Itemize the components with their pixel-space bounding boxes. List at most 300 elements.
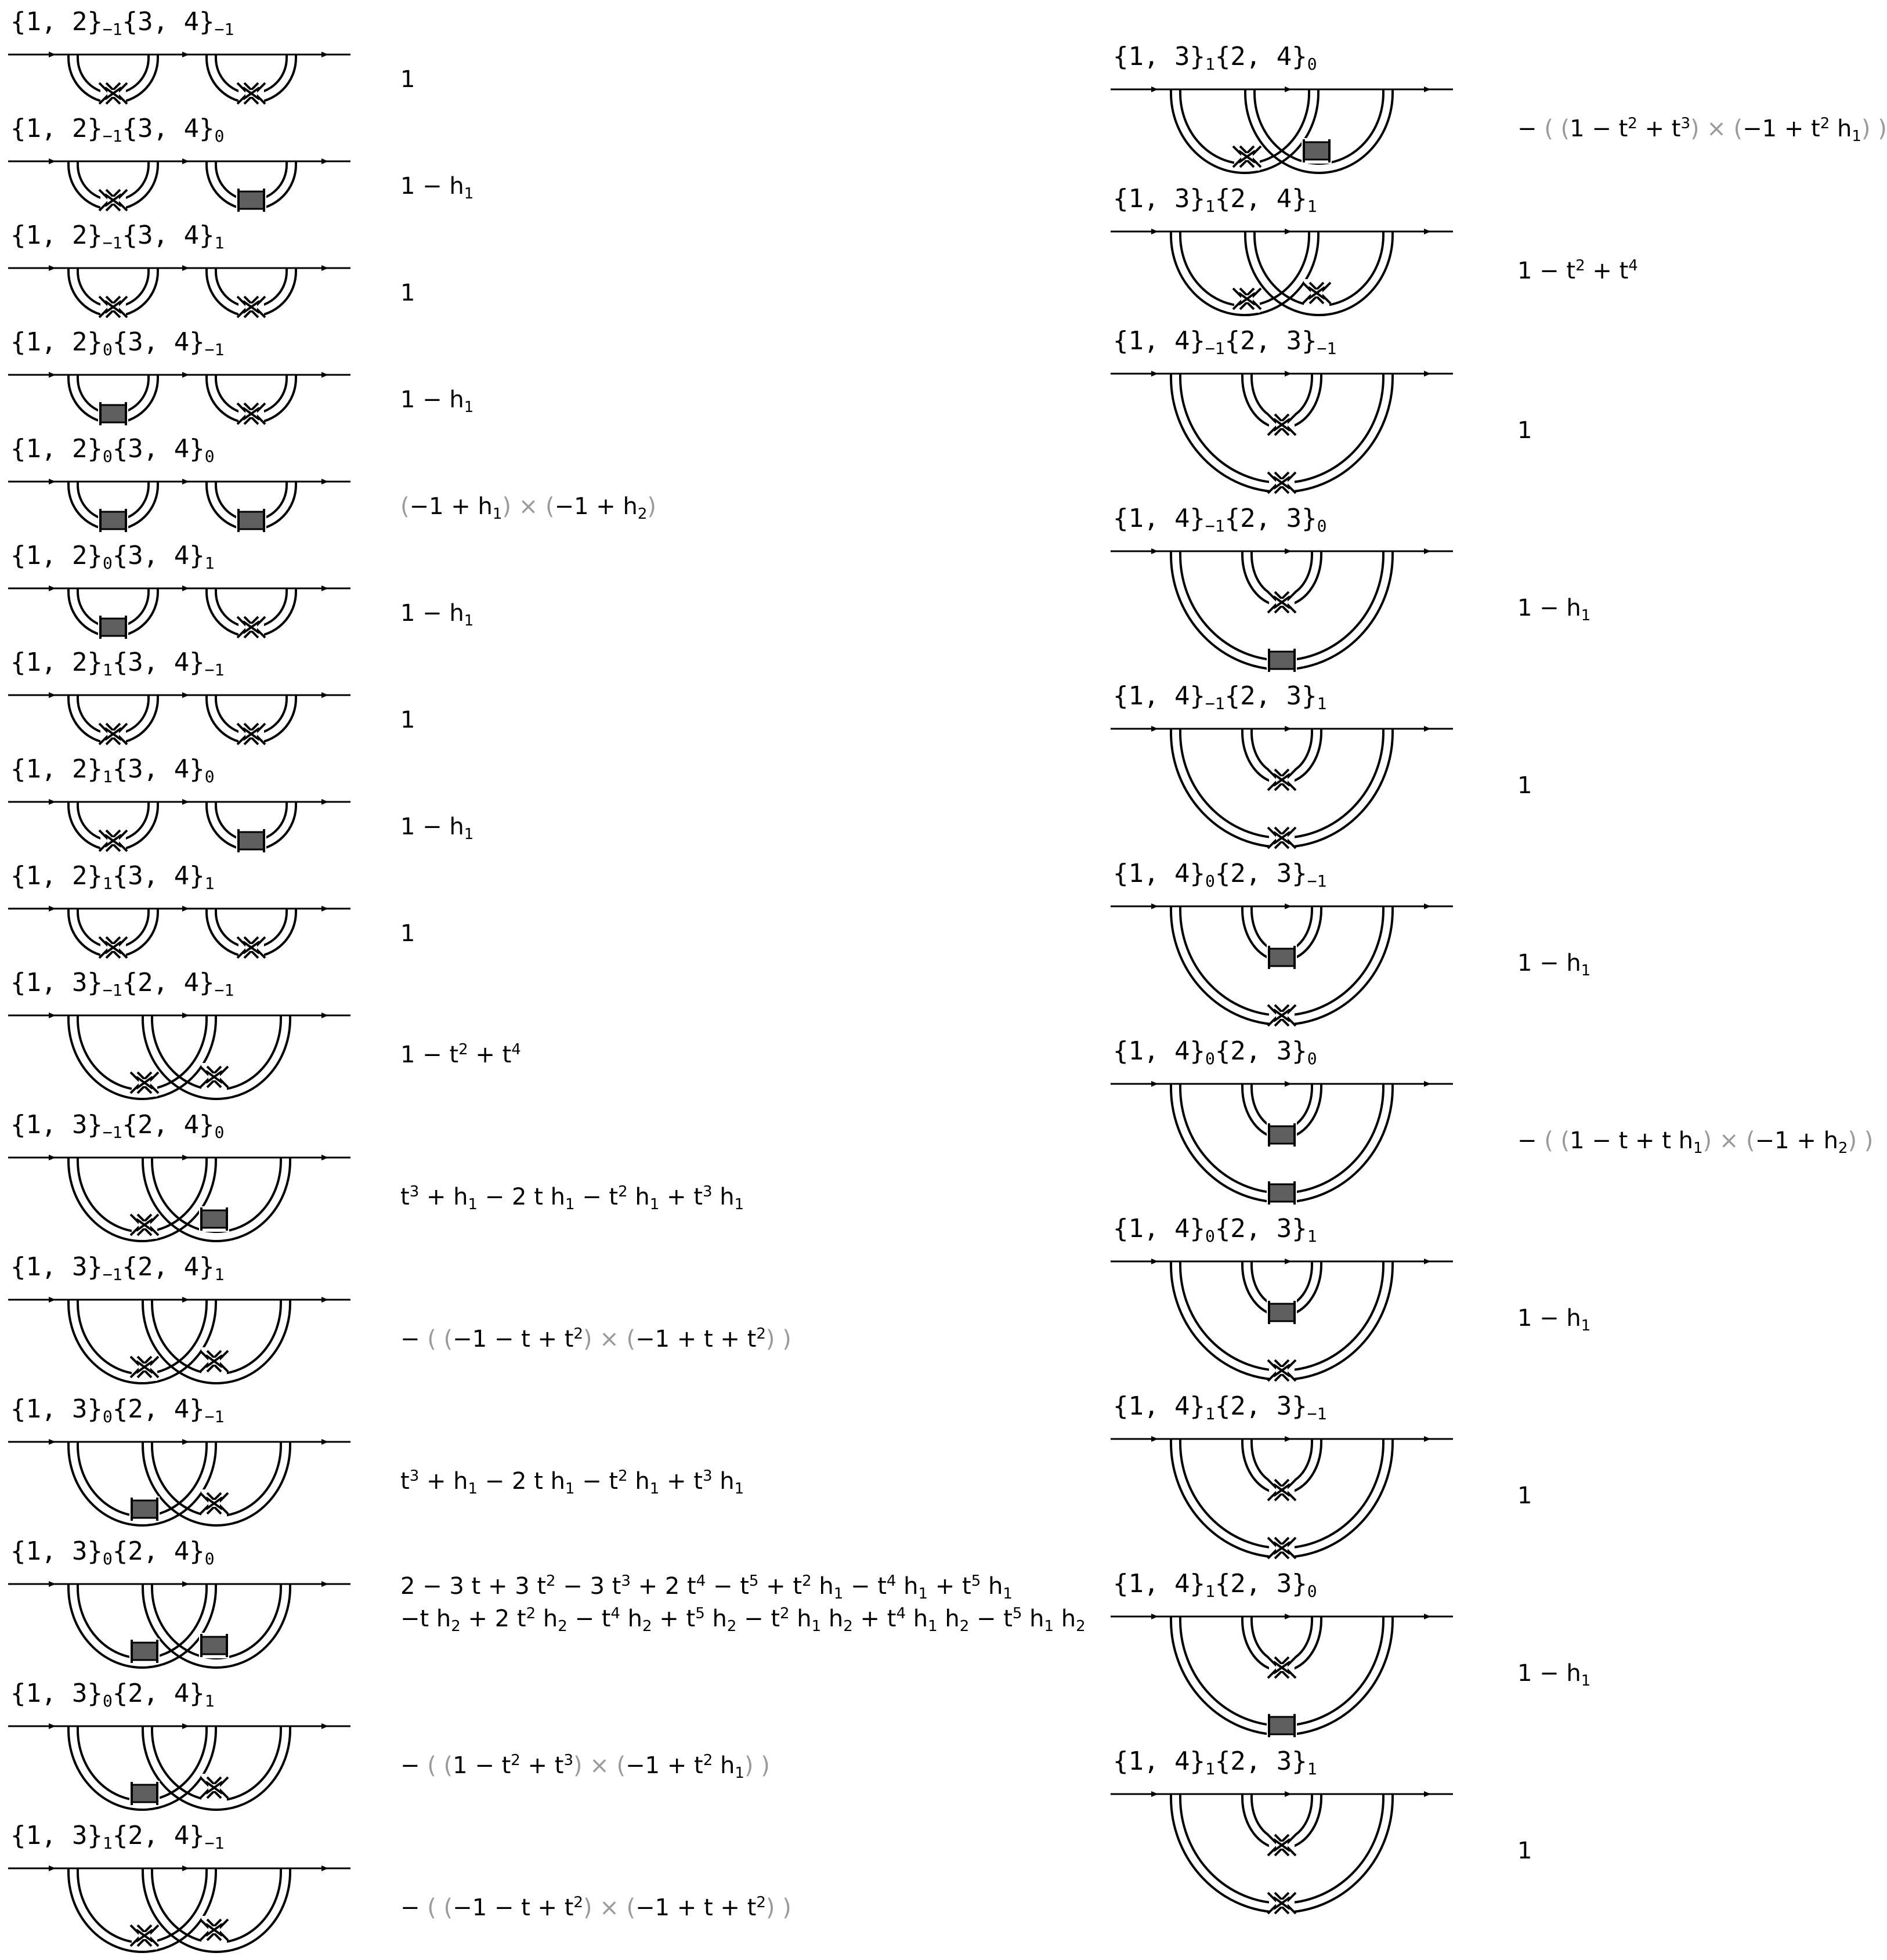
pair-index: 1 (1307, 1759, 1317, 1778)
arrow-icon (182, 1012, 189, 1018)
tangle-diagram (8, 1003, 356, 1107)
pair-text: {2, 4} (112, 1394, 205, 1424)
pair-text: {1, 3} (10, 1394, 103, 1424)
pair-index: 1 (1317, 694, 1327, 713)
pair-index: 0 (1205, 1049, 1215, 1068)
arrow-icon (49, 1297, 56, 1303)
arrow-icon (49, 1012, 56, 1018)
pair-index: −1 (1205, 516, 1225, 536)
polynomial-expression: 1 (1517, 1482, 1532, 1509)
tangle-diagram (8, 1145, 356, 1249)
entry-label (1113, 41, 1317, 81)
pair-text: {1, 4} (1113, 1391, 1205, 1421)
arrow-icon (49, 1581, 56, 1587)
pair-text: {3, 4} (122, 114, 215, 143)
polynomial-expression: 2 − 3 t + 3 $t^2 - 3$ $t^3 + 2$ $t^4 - t^5 + t^2$ $h_1 - t^4$ $h_1 + t^5$ $h_1$ −t $h_2 + 2$ $t^2$ $h_2 - t^4$ $h_2 + t^5$ $h_2 - t^2$ $h_1$ $h_2 + t^4$ $h_1$ $h_2 - t^5$ $h_1$ $h_2$ (400, 1572, 1086, 1635)
arrow-icon (182, 1581, 189, 1587)
polynomial-expression: 1 (1517, 417, 1532, 444)
pair-text: {1, 2} (10, 7, 103, 37)
crossing-marker (131, 1922, 158, 1950)
arrow-icon (182, 479, 189, 484)
arrow-icon (49, 372, 56, 378)
arrow-icon (1151, 1614, 1158, 1619)
arrow-icon (1285, 371, 1292, 377)
arrow-icon (1285, 229, 1292, 234)
pair-index: −1 (102, 20, 122, 39)
pair-index: −1 (1317, 339, 1337, 358)
pair-index: 0 (1307, 55, 1317, 74)
tangle-diagram (1111, 716, 1459, 855)
tangle-diagram (8, 469, 356, 544)
arrow-icon (182, 585, 189, 591)
polynomial-expression: − ( $(-1 - t + t^2) \times (-1 + t + t^2)$ ) (400, 1325, 791, 1353)
entry-label (1113, 1568, 1317, 1608)
entry-label (10, 860, 215, 900)
crossing-marker (1268, 1001, 1296, 1029)
polynomial-expression: $1 - h_1$ (400, 600, 474, 630)
crossing-marker (99, 827, 127, 855)
pair-index: 1 (1205, 197, 1215, 216)
polynomial-expression: $(-1 + h_1) \times (-1 + h_2)$ (400, 493, 656, 523)
box-marker (1267, 945, 1297, 970)
crossing-marker (99, 293, 127, 321)
crossing-marker (131, 1069, 158, 1097)
pair-index: 1 (204, 1691, 215, 1711)
arrow-icon (49, 158, 56, 164)
arrow-icon (321, 1581, 328, 1587)
polynomial-expression: − ( $(1 - t^2 + t^3) \times (-1 + t^2$ $h_1$) ) (400, 1752, 770, 1782)
arrow-icon (1151, 1436, 1158, 1442)
pair-text: {2, 4} (122, 1110, 215, 1140)
polynomial-expression: − ( $(-1 - t + t^2) \times (-1 + t + t^2)$ ) (400, 1894, 791, 1921)
tangle-diagram (1111, 219, 1459, 323)
pair-index: 1 (204, 554, 215, 573)
pair-text: {2, 4} (122, 1252, 215, 1282)
crossing-marker (1268, 1654, 1296, 1681)
pair-index: 1 (1205, 1759, 1215, 1778)
tangle-diagram (8, 42, 356, 117)
pair-index: 0 (1317, 516, 1327, 536)
tangle-diagram (8, 576, 356, 651)
tangle-diagram (8, 789, 356, 865)
arrow-icon (1285, 1436, 1292, 1442)
box-marker (1302, 138, 1332, 164)
tangle-diagram (1111, 361, 1459, 500)
entry-label (10, 219, 224, 259)
crossing-marker (99, 934, 127, 961)
pair-text: {2, 3} (1214, 859, 1307, 888)
arrow-icon (49, 1865, 56, 1871)
pair-text: {1, 4} (1113, 504, 1205, 533)
pair-text: {1, 3} (10, 1821, 103, 1850)
entry-label (1113, 183, 1317, 223)
crossing-marker (237, 79, 265, 107)
arrow-icon (1285, 726, 1292, 732)
pair-index: 1 (102, 874, 113, 893)
pair-text: {1, 2} (10, 434, 103, 464)
pair-text: {1, 3} (10, 968, 103, 997)
polynomial-expression: 1 (400, 920, 415, 947)
arrow-icon (1151, 1791, 1158, 1797)
pair-text: {1, 2} (10, 114, 103, 143)
box-marker (1267, 1122, 1297, 1148)
pair-index: 0 (214, 1123, 225, 1142)
pair-index: 1 (102, 767, 113, 786)
polynomial-expression: $1 - t^2 + t^4$ (400, 1041, 521, 1068)
entry-label (1113, 1390, 1326, 1430)
pair-index: −1 (204, 1407, 225, 1426)
pair-text: {1, 4} (1113, 859, 1205, 888)
crossing-marker (1268, 469, 1296, 497)
arrow-icon (49, 692, 56, 698)
pair-text: {2, 3} (1214, 1746, 1307, 1776)
tangle-diagram (8, 896, 356, 971)
pair-index: 0 (102, 1691, 113, 1711)
pair-index: 1 (1205, 55, 1215, 74)
tangle-diagram (1111, 894, 1459, 1033)
arrow-icon (321, 1439, 328, 1445)
arrow-icon (49, 799, 56, 805)
polynomial-expression: $1 - h_1$ (1517, 1305, 1591, 1335)
pair-text: {2, 3} (1214, 1214, 1307, 1243)
tangle-diagram (8, 362, 356, 437)
arrow-icon (49, 906, 56, 912)
arrow-icon (1424, 86, 1431, 92)
pair-text: {2, 3} (1214, 1569, 1307, 1599)
pair-index: 1 (102, 660, 113, 679)
pair-index: 1 (1307, 197, 1317, 216)
arrow-icon (1424, 548, 1431, 554)
pair-text: {1, 2} (10, 754, 103, 784)
pair-index: 0 (214, 126, 225, 146)
tangle-diagram (1111, 1604, 1459, 1743)
pair-text: {1, 4} (1113, 681, 1205, 711)
polynomial-expression: $t^3 + h_1 - 2$ t $h_1 - t^2$ $h_1 + t^3$ $h_1$ (400, 1467, 744, 1498)
pair-text: {1, 3} (1113, 42, 1205, 71)
pair-text: {1, 2} (10, 648, 103, 677)
arrow-icon (182, 1723, 189, 1729)
arrow-icon (1151, 229, 1158, 234)
box-marker (1267, 1713, 1297, 1738)
pair-text: {1, 4} (1113, 1569, 1205, 1599)
arrow-icon (182, 372, 189, 378)
pair-text: {1, 2} (10, 541, 103, 570)
pair-index: −1 (204, 340, 225, 359)
pair-index: 0 (1307, 1049, 1317, 1068)
polynomial-expression: $1 - h_1$ (1517, 950, 1591, 979)
arrow-icon (182, 265, 189, 271)
tangle-diagram (8, 149, 356, 224)
box-marker (98, 508, 128, 533)
pair-index: 0 (1205, 871, 1215, 891)
crossing-marker (1268, 411, 1296, 439)
tangle-diagram (8, 1571, 356, 1676)
tangle-diagram (1111, 538, 1459, 678)
crossing-marker (1268, 1476, 1296, 1504)
pair-index: 0 (204, 767, 215, 786)
polynomial-expression: 1 (1517, 1838, 1532, 1864)
entry-label (1113, 325, 1336, 365)
entry-label (10, 646, 224, 686)
polynomial-expression: 1 (400, 66, 415, 93)
arrow-icon (1151, 726, 1158, 732)
pair-index: 0 (102, 447, 113, 466)
arrow-icon (321, 479, 328, 484)
pair-text: {1, 3} (1113, 184, 1205, 214)
polynomial-expression: $1 - h_1$ (1517, 1660, 1591, 1690)
pair-text: {3, 4} (112, 754, 205, 784)
arrow-icon (321, 692, 328, 698)
tangle-diagram (1111, 1426, 1459, 1565)
pair-text: {1, 3} (10, 1536, 103, 1566)
polynomial-expression: $1 - h_1$ (400, 813, 474, 843)
arrow-icon (49, 479, 56, 484)
arrow-icon (1285, 1259, 1292, 1264)
polynomial-expression: − ( (1 − t + t $h_1) \times (-1 + h_2)$ ) (1517, 1127, 1874, 1157)
tangle-diagram (8, 682, 356, 758)
pair-text: {1, 4} (1113, 326, 1205, 356)
arrow-icon (321, 372, 328, 378)
arrow-icon (182, 1155, 189, 1160)
crossing-marker (200, 1916, 228, 1944)
box-marker (129, 1639, 160, 1664)
entry-label (1113, 858, 1326, 898)
pair-index: −1 (1307, 1404, 1327, 1423)
arrow-icon (1424, 903, 1431, 909)
arrow-icon (321, 1723, 328, 1729)
entry-label (10, 967, 234, 1007)
crossing-marker (1268, 1357, 1296, 1384)
entry-label (1113, 1213, 1317, 1253)
pair-index: 0 (1307, 1582, 1317, 1601)
arrow-icon (1285, 1791, 1292, 1797)
arrow-icon (321, 585, 328, 591)
crossing-marker (1268, 824, 1296, 852)
pair-text: {1, 2} (10, 327, 103, 357)
pair-index: 1 (204, 874, 215, 893)
arrow-icon (182, 158, 189, 164)
pair-text: {2, 4} (1214, 42, 1307, 71)
entry-label (10, 753, 215, 793)
pair-index: 0 (204, 447, 215, 466)
pair-index: −1 (102, 126, 122, 146)
arrow-icon (1424, 229, 1431, 234)
pair-text: {2, 3} (1224, 504, 1317, 533)
crossing-marker (200, 1774, 228, 1802)
polynomial-expression: 1 (400, 280, 415, 306)
pair-index: −1 (1205, 339, 1225, 358)
arrow-icon (1285, 903, 1292, 909)
pair-text: {1, 3} (10, 1110, 103, 1140)
arrow-icon (1151, 548, 1158, 554)
arrow-icon (49, 52, 56, 57)
pair-index: 1 (1307, 1227, 1317, 1246)
arrow-icon (49, 1439, 56, 1445)
tangle-diagram (8, 1713, 356, 1818)
entry-label (10, 1677, 215, 1717)
pair-text: {2, 4} (122, 968, 215, 997)
crossing-marker (131, 1353, 158, 1381)
arrow-icon (1151, 1081, 1158, 1087)
polynomial-expression: $1 - h_1$ (1517, 595, 1591, 624)
crossing-marker (1268, 1534, 1296, 1562)
box-marker (199, 1633, 229, 1658)
arrow-icon (49, 265, 56, 271)
arrow-icon (1285, 548, 1292, 554)
entry-label (10, 1251, 224, 1291)
arrow-icon (321, 1155, 328, 1160)
pair-text: {1, 3} (10, 1679, 103, 1708)
pair-text: {2, 4} (112, 1679, 205, 1708)
entry-label (10, 1820, 224, 1860)
crossing-marker (1268, 766, 1296, 794)
crossing-marker (237, 934, 265, 961)
arrow-icon (321, 1012, 328, 1018)
tangle-diagram (1111, 1781, 1459, 1921)
crossing-marker (237, 400, 265, 428)
pair-index: −1 (204, 1834, 225, 1853)
crossing-marker (1268, 1831, 1296, 1859)
pair-text: {1, 2} (10, 861, 103, 891)
entry-label (1113, 502, 1326, 543)
box-marker (199, 1206, 229, 1232)
pair-index: 1 (1205, 1404, 1215, 1423)
arrow-icon (1424, 1259, 1431, 1264)
polynomial-expression: 1 (400, 707, 415, 733)
pair-index: 0 (102, 1407, 113, 1426)
arrow-icon (182, 1865, 189, 1871)
arrow-icon (182, 1439, 189, 1445)
entry-label (1113, 1035, 1317, 1075)
arrow-icon (1151, 86, 1158, 92)
tangle-diagram (1111, 1071, 1459, 1210)
arrow-icon (321, 1865, 328, 1871)
polynomial-expression: 1 (1517, 772, 1532, 799)
entry-label (10, 540, 215, 580)
pair-index: −1 (102, 981, 122, 1000)
pair-index: 0 (102, 1549, 113, 1568)
entry-label (10, 326, 224, 366)
crossing-marker (99, 79, 127, 107)
entry-label (10, 113, 224, 153)
arrow-icon (1424, 371, 1431, 377)
pair-text: {2, 3} (1214, 1036, 1307, 1066)
pair-text: {3, 4} (112, 327, 205, 357)
crossing-marker (99, 186, 127, 214)
arrow-icon (1285, 1614, 1292, 1619)
crossing-marker (200, 1489, 228, 1517)
pair-index: 0 (204, 1549, 215, 1568)
arrow-icon (49, 585, 56, 591)
pair-text: {2, 3} (1224, 681, 1317, 711)
box-marker (98, 401, 128, 426)
polynomial-expression: $1 - h_1$ (400, 173, 474, 202)
pair-text: {2, 4} (112, 1536, 205, 1566)
crossing-marker (131, 1211, 158, 1239)
pair-index: −1 (214, 20, 234, 39)
polynomial-expression: $1 - t^2 + t^4$ (1517, 257, 1638, 284)
crossing-marker (1233, 143, 1261, 171)
pair-index: −1 (1307, 871, 1327, 891)
arrow-icon (182, 906, 189, 912)
entry-label (10, 433, 215, 473)
arrow-icon (49, 1723, 56, 1729)
arrow-icon (1424, 1081, 1431, 1087)
pair-text: {2, 4} (1214, 184, 1307, 214)
crossing-marker (237, 613, 265, 641)
crossing-marker (200, 1063, 228, 1091)
arrow-icon (1285, 1081, 1292, 1087)
pair-text: {3, 4} (122, 7, 215, 37)
crossing-marker (1233, 285, 1261, 313)
arrow-icon (182, 52, 189, 57)
pair-text: {1, 4} (1113, 1746, 1205, 1776)
pair-index: −1 (1205, 694, 1225, 713)
box-marker (1267, 1180, 1297, 1206)
polynomial-expression: − ( $(1 - t^2 + t^3) \times (-1 + t^2$ $h_1$) ) (1517, 115, 1887, 145)
pair-index: 0 (102, 554, 113, 573)
pair-index: 1 (1205, 1582, 1215, 1601)
tangle-diagram (8, 1429, 356, 1534)
entry-label (1113, 1745, 1317, 1785)
pair-text: {1, 4} (1113, 1214, 1205, 1243)
entry-label (10, 1393, 224, 1433)
pair-text: {1, 2} (10, 220, 103, 250)
box-marker (129, 1496, 160, 1522)
pair-index: 1 (214, 1265, 225, 1284)
arrow-icon (321, 799, 328, 805)
crossing-marker (1268, 588, 1296, 616)
crossing-marker (237, 293, 265, 321)
arrow-icon (321, 906, 328, 912)
entry-label (10, 1535, 215, 1575)
crossing-marker (1268, 1889, 1296, 1917)
arrow-icon (1424, 1436, 1431, 1442)
arrow-icon (182, 692, 189, 698)
polynomial-expression: $1 - h_1$ (400, 386, 474, 416)
tangle-diagram (1111, 1249, 1459, 1388)
entry-label (10, 6, 234, 46)
arrow-icon (182, 1297, 189, 1303)
tangle-diagram (8, 1287, 356, 1391)
pair-text: {2, 3} (1214, 1391, 1307, 1421)
pair-text: {3, 4} (112, 648, 205, 677)
arrow-icon (1151, 903, 1158, 909)
entry-label (1113, 680, 1326, 720)
arrow-icon (1424, 1791, 1431, 1797)
crossing-marker (1303, 279, 1331, 307)
pair-index: 1 (214, 233, 225, 252)
crossing-marker (99, 720, 127, 748)
pair-text: {1, 3} (10, 1252, 103, 1282)
box-marker (98, 614, 128, 640)
pair-index: −1 (102, 1123, 122, 1142)
tangle-diagram (8, 1856, 356, 1960)
pair-index: 0 (1205, 1227, 1215, 1246)
pair-text: {1, 4} (1113, 1036, 1205, 1066)
pair-index: −1 (102, 233, 122, 252)
entry-label (10, 1109, 224, 1149)
arrow-icon (321, 52, 328, 57)
polynomial-expression: $t^3 + h_1 - 2$ t $h_1 - t^2$ $h_1 + t^3$ $h_1$ (400, 1183, 744, 1213)
arrow-icon (1424, 1614, 1431, 1619)
arrow-icon (321, 158, 328, 164)
pair-text: {3, 4} (112, 541, 205, 570)
arrow-icon (182, 799, 189, 805)
arrow-icon (1151, 371, 1158, 377)
arrow-icon (321, 1297, 328, 1303)
pair-index: −1 (102, 1265, 122, 1284)
